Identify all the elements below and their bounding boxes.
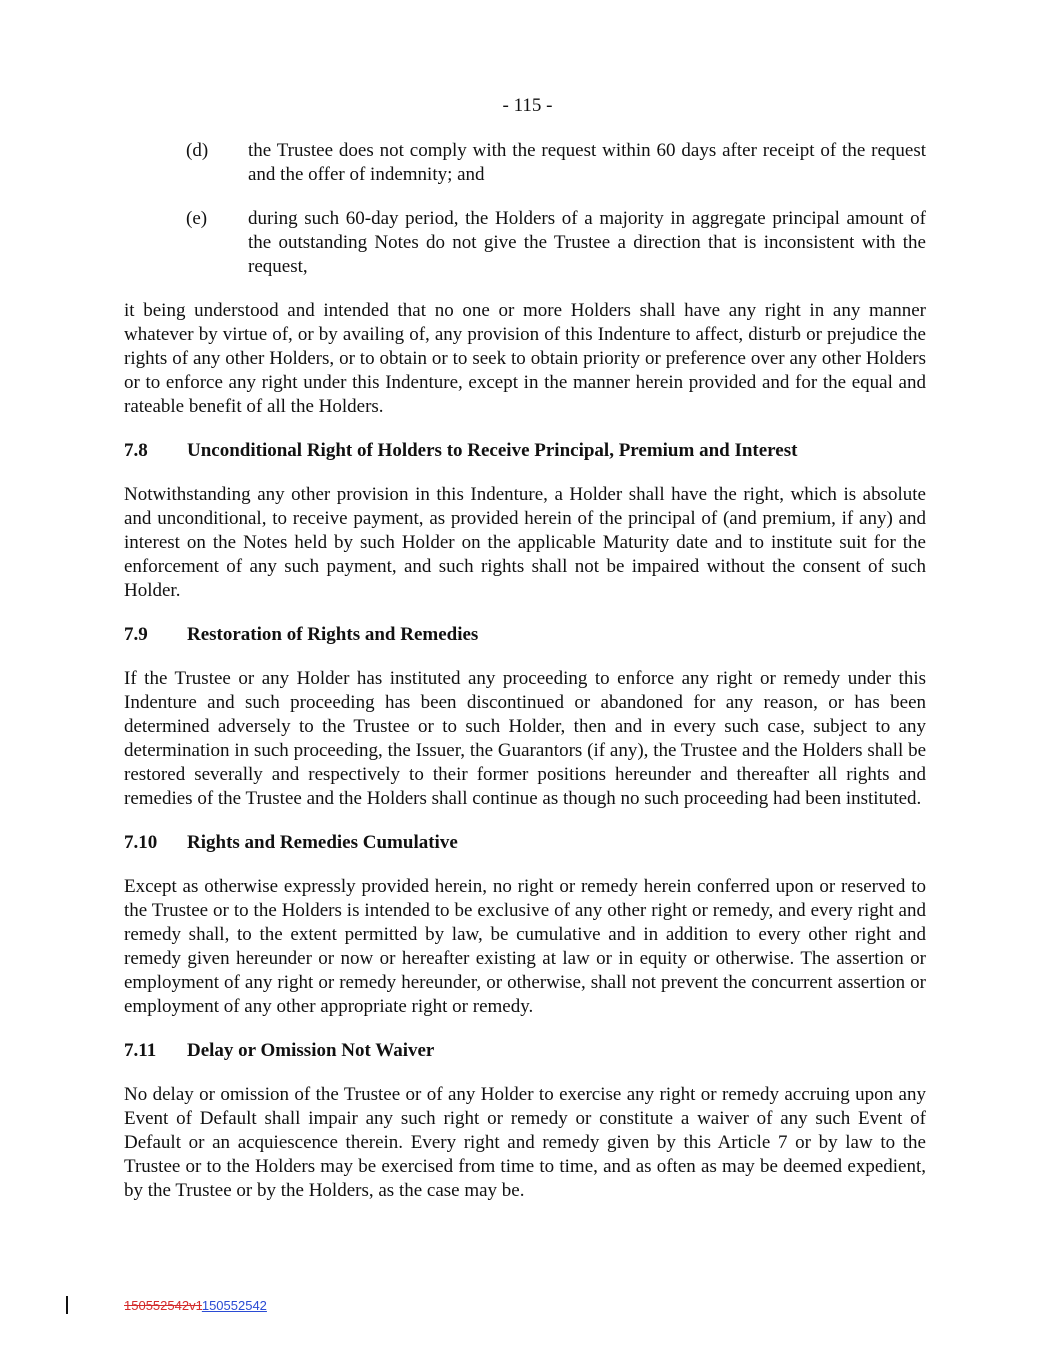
section-heading-7-10 [124,831,926,855]
section-heading-7-11 [124,1039,926,1063]
list-marker: (d) [186,140,209,161]
inserted-document-id: 150552542 [201,1298,267,1313]
section-body-7-10: Except as otherwise expressly provided herein, no right or remedy herein conferred upon or reserved to the Trustee or to the Holders is intended to be exclusive of any other right or remedy, and every right and remedy shall, to the extent permitted by law, be cumulative and in addition to every other right and remedy given hereunder or now or hereafter existing at law or in equity or otherwise. The assertion or employment of any right or remedy hereunder, or otherwise, shall not prevent the concurrent assertion or employment of any other appropriate right or remedy. [124,876,926,1017]
intro-paragraph: it being understood and intended that no one or more Holders shall have any right in any manner whatever by virtue of, or by availing of, any provision of this Indenture to affect, disturb or prejudice the rights of any other Holders, or to obtain or to seek to obtain priority or preference over any other Holders or to enforce any right under this Indenture, except in the manner herein provided and for the equal and rateable benefit of all the Holders. [124,300,926,417]
section-title: Rights and Remedies Cumulative [187,832,458,853]
section-number: 7.10 [124,832,158,853]
section-title: Unconditional Right of Holders to Receive Principal, Premium and Interest [187,440,798,461]
page-number: - 115 - [502,95,553,116]
section-title: Delay or Omission Not Waiver [187,1040,435,1061]
list-item-text: the Trustee does not comply with the request within 60 days after receipt of the request and the offer of indemnity; and [248,140,926,185]
section-body-7-8: Notwithstanding any other provision in this Indenture, a Holder shall have the right, which is absolute and unconditional, to receive payment, as provided herein of the principal of (and premium, if any) and interest on the Notes held by such Holder on the applicable Maturity date and to institute suit for the enforcement of any such payment, and such rights shall not be impaired without the consent of such Holder. [124,484,926,601]
list-item-e [124,207,926,279]
section-number: 7.11 [124,1040,157,1061]
section-heading-7-9 [124,623,926,647]
section-number: 7.9 [124,624,148,645]
section-body-7-9: If the Trustee or any Holder has instituted any proceeding to enforce any right or remedy under this Indenture and such proceeding has been discontinued or abandoned for any reason, or has been determined adversely to the Trustee or to such Holder, then and in every such case, subject to any determination in such proceeding, the Issuer, the Guarantors (if any), the Trustee and the Holders shall be restored severally and respectively to their former positions hereunder and thereafter all rights and remedies of the Trustee and the Holders shall continue as though no such proceeding had been instituted. [124,668,926,809]
document-body [124,139,926,1223]
list-item-text: during such 60-day period, the Holders of a majority in aggregate principal amount of the outstanding Notes do not give the Trustee a direction that is inconsistent with the request, [248,208,926,277]
section-number: 7.8 [124,440,148,461]
section-body-7-11: No delay or omission of the Trustee or of any Holder to exercise any right or remedy accruing upon any Event of Default shall impair any such right or remedy or constitute a waiver of any such Event of Default or an acquiescence therein. Every right and remedy given by this Article 7 or by law to the Trustee or to the Holders may be exercised from time to time, and as often as may be deemed expedient, by the Trustee or by the Holders, as the case may be. [124,1084,926,1201]
section-heading-7-8 [124,439,926,463]
deleted-document-id: 150552542v1 [124,1298,202,1313]
list-marker: (e) [186,208,208,229]
list-item-d [124,139,926,187]
revision-change-bar [66,1296,68,1314]
document-footer-id [124,1298,267,1314]
section-title: Restoration of Rights and Remedies [187,624,479,645]
